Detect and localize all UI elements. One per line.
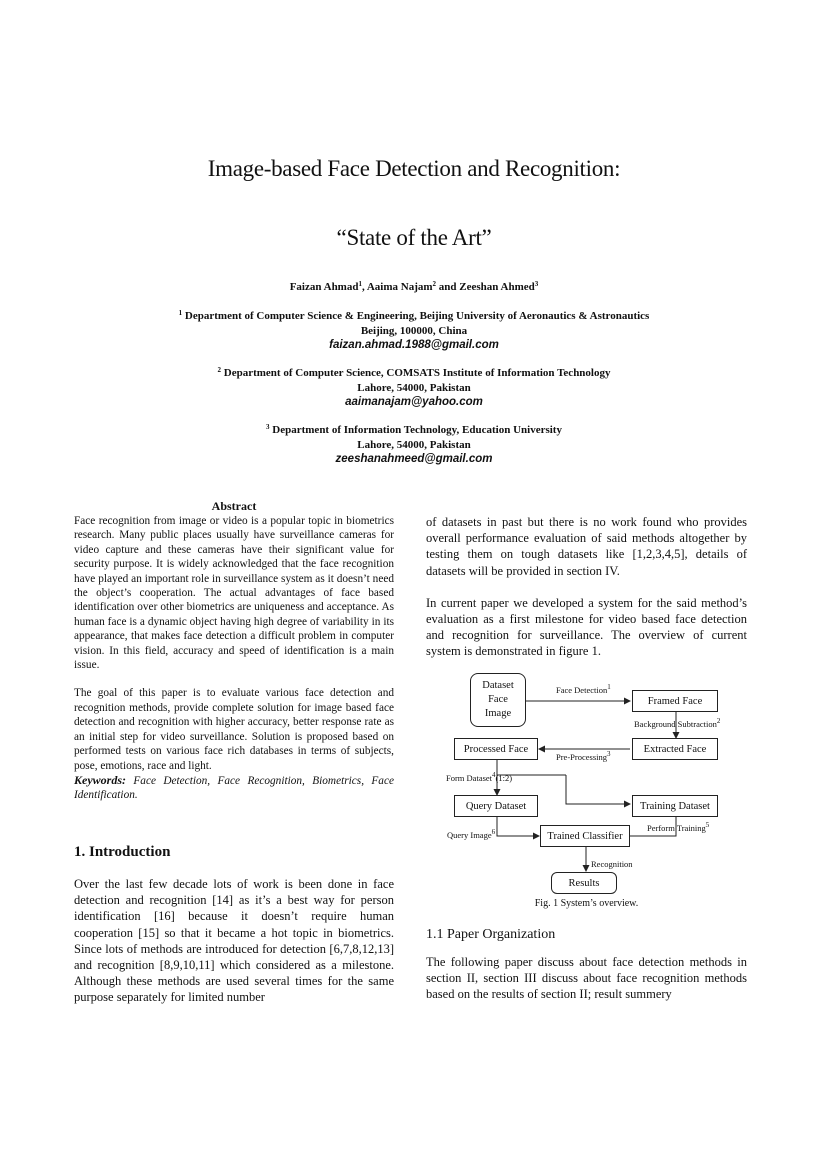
- email-1[interactable]: faizan.ahmad.1988@gmail.com: [329, 339, 499, 351]
- arrow-to-training: [566, 775, 630, 804]
- subsection-heading-paper-organization: 1.1 Paper Organization: [426, 927, 556, 942]
- arrow-query-to-classifier: [497, 816, 539, 836]
- label-pre-processing: Pre-Processing$^3$: [556, 750, 611, 762]
- trained-classifier-box: Trained Classifier: [540, 825, 630, 847]
- label-form-dataset: Form Dataset$^4$(1:2): [446, 771, 513, 783]
- label-face-detection: Face Detection$^1$: [556, 683, 611, 695]
- paper-title-line2: “State of the Art”: [336, 225, 492, 250]
- label-perform-training: Perform Training$^5$: [647, 821, 710, 833]
- figure-system-overview: [440, 668, 740, 898]
- intro-body: [74, 876, 394, 1006]
- dataset-face-image-box: Dataset Face Image: [470, 673, 526, 727]
- label-background-subtraction: Background Subtraction$^2$: [634, 717, 721, 729]
- results-box: Results: [551, 872, 617, 894]
- email-3[interactable]: zeeshanahmeed@gmail.com: [335, 453, 493, 465]
- abstract-paragraph-1: Face recognition from image or video is a popular topic in biometrics research. Many public places usually have surveillance cameras for video capture and these cameras have their significant value for security purpose. It is widely acknowledged that the face recognition have played an important role in surveillance system as it doesn’t need the object’s cooperation. The actual advantages of face based identification over other biometrics are uniqueness and acceptance. As human face is a dynamic object having high degree of variability in its appearance, that makes face detection a difficult problem in computer vision. In this field, accuracy and speed of identification is a main issue.: [74, 515, 394, 672]
- paper-organization-body: [426, 954, 747, 1003]
- training-dataset-box: Training Dataset: [632, 795, 718, 817]
- abstract-paragraph-2: The goal of this paper is to evaluate various face detection and recognition methods, provide complete solution for image based face detection and recognition with higher accuracy, better response rate as an initial step for video surveillance. Solution is proposed based on performed tests on various face rich databases in terms of subjects, pose, emotions, race and light.: [74, 687, 394, 772]
- label-query-image: Query Image$^6$: [447, 828, 496, 840]
- extracted-face-box: Extracted Face: [632, 738, 718, 760]
- label-recognition: Recognition: [591, 859, 633, 869]
- author-list: Faizan Ahmad$^1$, Aaima Najam$^2$ and Zeeshan Ahmed$^3$: [289, 280, 539, 293]
- keywords: Keywords: Face Detection, Face Recognition, Biometrics, Face Identification.: [74, 772, 394, 802]
- paper-title-line1: Image-based Face Detection and Recognition:: [207, 156, 621, 181]
- author-1: Faizan Ahmad: [289, 281, 359, 293]
- processed-face-box: Processed Face: [454, 738, 538, 760]
- right-paragraph-2: In current paper we developed a system for the said method’s evaluation as a first milestone for video based face detection and recognition for surveillance. The overview of current system is demonstrated in figure 1.: [426, 595, 747, 659]
- affiliation-3: $^3$ Department of Information Technology, Education University Lahore, 54000, Pakistan zeeshanahmeed@gmail.com: [0, 423, 828, 467]
- abstract-heading: Abstract: [211, 499, 257, 513]
- section-heading-introduction: 1. Introduction: [74, 844, 171, 860]
- figure-caption: Fig. 1 System’s overview.: [534, 898, 639, 909]
- right-column-top: [426, 514, 747, 660]
- affiliation-1: $^1$ Department of Computer Science & Engineering, Beijing University of Aeronautics & Astronautics Beijing, 100000, China faizan.ahmad.1988@gmail.com: [0, 309, 828, 353]
- right-paragraph-3: The following paper discuss about face detection methods in section II, section III discuss about face recognition methods based on the results of section II; result summery: [426, 955, 747, 1002]
- email-2[interactable]: aaimanajam@yahoo.com: [345, 396, 483, 408]
- intro-paragraph-1: Over the last few decade lots of work is been done in face detection and recognition [14] as it’s a best way for person identification [16] because it doesn’t require human cooperation [15] so that it became a hot topic in biometrics. Since lots of methods are introduced for detection [6,7,8,12,13] and recognition [8,9,10,11] which considered as a milestone. Although these methods are used several times for the same purpose separately for limited number: [74, 877, 394, 1005]
- framed-face-box: Framed Face: [632, 690, 718, 712]
- abstract-body: [74, 514, 394, 803]
- query-dataset-box: Query Dataset: [454, 795, 538, 817]
- right-paragraph-1: of datasets in past but there is no work found who provides overall performance evaluation of said methods altogether by testing them on tough datasets like [1,2,3,4,5], details of datasets will be provided in section IV.: [426, 515, 747, 578]
- affiliation-2: $^2$ Department of Computer Science, COMSATS Institute of Information Technology Lahore, 54000, Pakistan aaimanajam@yahoo.com: [0, 366, 828, 410]
